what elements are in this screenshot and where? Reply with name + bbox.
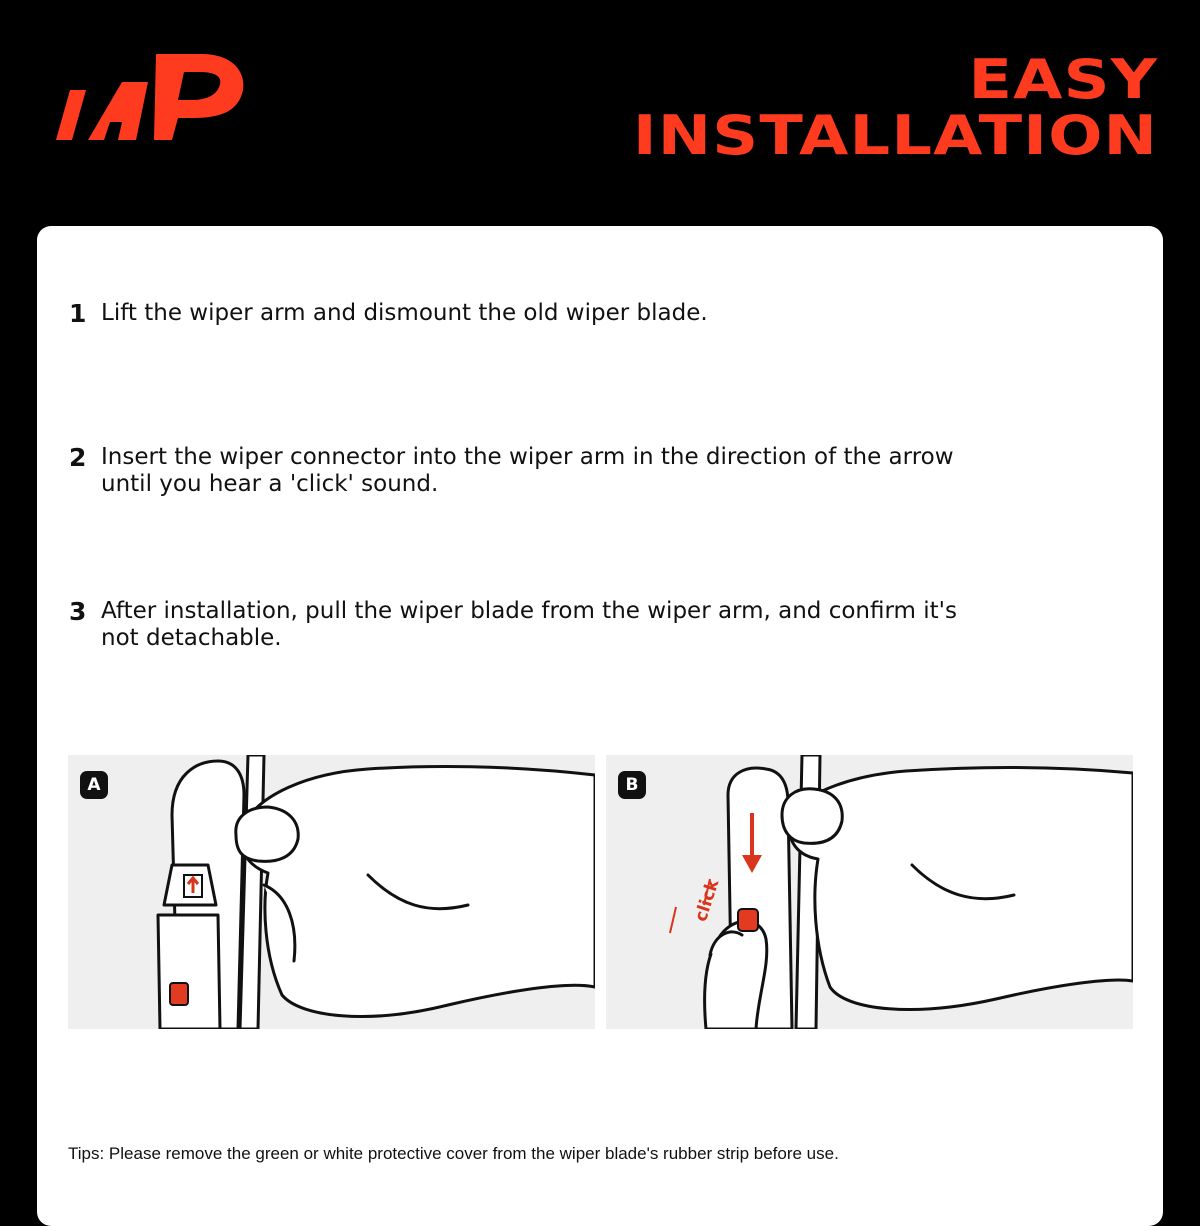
- illustration-panel-b: [606, 755, 1133, 1029]
- hand-inserting-connector-illustration: [68, 755, 595, 1029]
- logo-p-shape: [154, 54, 243, 140]
- panel-badge: A: [80, 771, 108, 799]
- hand-clicking-connector-illustration: [606, 755, 1133, 1029]
- step-text: After installation, pull the wiper blade from the wiper arm, and confirm it's not detachable.: [101, 598, 957, 651]
- brand-logo: [52, 52, 248, 144]
- page-title: [632, 48, 1158, 167]
- tips-note: Tips: Please remove the green or white protective cover from the wiper blade's rubber strip before use.: [68, 1144, 839, 1163]
- logo-slash: [56, 90, 86, 140]
- step-number: 2: [69, 443, 87, 472]
- step-text: Lift the wiper arm and dismount the old wiper blade.: [101, 300, 708, 326]
- title-line-1: EASY: [968, 48, 1158, 111]
- step-2: [69, 444, 989, 498]
- wiper-blade-housing: [158, 915, 220, 1029]
- step-number: 3: [69, 597, 87, 626]
- step-1: [69, 300, 1049, 327]
- thumb-nail: [236, 807, 298, 861]
- step-number: 1: [69, 299, 87, 328]
- release-button: [170, 983, 188, 1005]
- title-line-2: INSTALLATION: [632, 104, 1158, 167]
- instructions-card: [37, 226, 1163, 1226]
- step-text: Insert the wiper connector into the wiper arm in the direction of the arrow until you hear a 'click' sound.: [101, 444, 954, 497]
- thumb-nail: [782, 789, 842, 844]
- release-button: [738, 909, 758, 931]
- step-3: [69, 598, 989, 652]
- click-label: click: [691, 876, 724, 925]
- logo-a-shape: [88, 82, 148, 140]
- panel-badge: B: [618, 771, 646, 799]
- illustration-panel-a: [68, 755, 595, 1029]
